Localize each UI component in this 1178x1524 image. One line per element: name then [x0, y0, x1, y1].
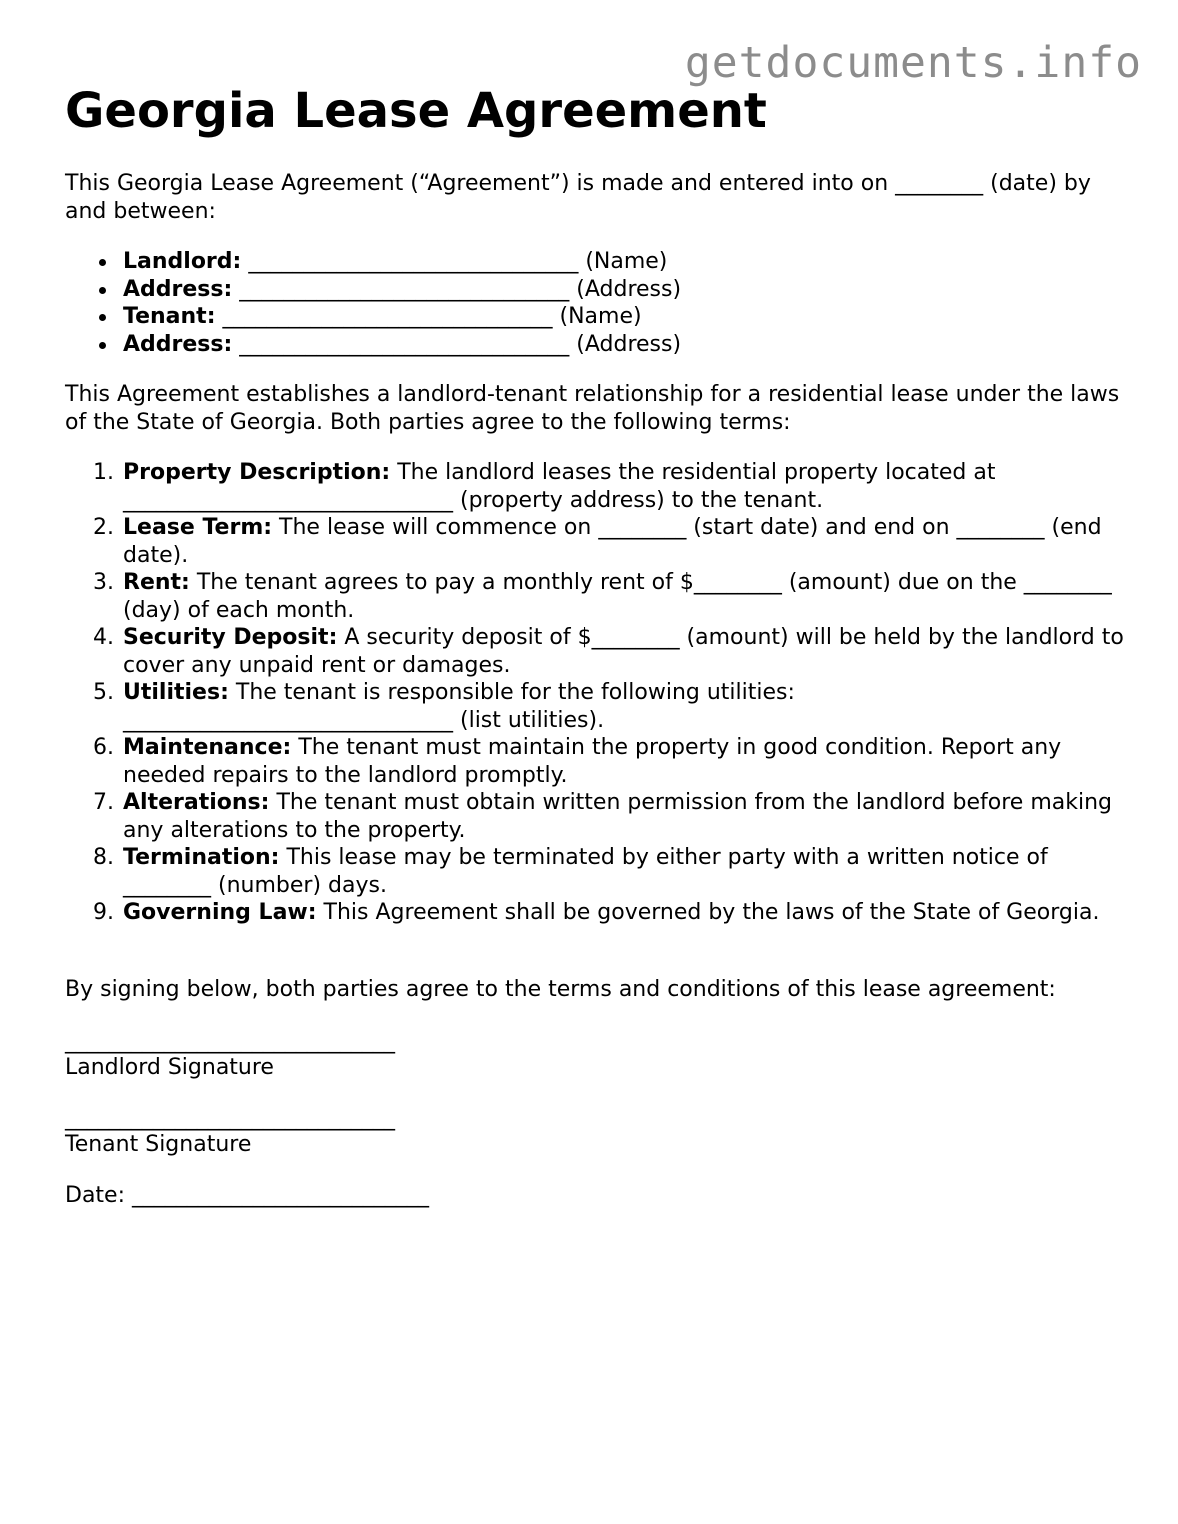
party-item-landlord — [65, 248, 1125, 276]
term-item-utilities — [65, 679, 1125, 734]
relationship-paragraph: This Agreement establishes a landlord-tenant relationship for a residential lease under the laws of the State of Georgia. Both parties agree to the following terms: — [65, 382, 1120, 435]
party-value: ______________________________ (Name) — [222, 304, 642, 329]
landlord-signature-line: ______________________________ — [65, 1029, 395, 1054]
party-label: Address: — [123, 331, 233, 357]
term-title: Maintenance: — [123, 735, 292, 760]
term-text: The tenant agrees to pay a monthly rent of $________ (amount) due on the ________ (day) of each month. — [123, 570, 1112, 623]
term-number: 8. — [93, 845, 114, 870]
landlord-signature-label: Landlord Signature — [65, 1055, 274, 1080]
term-title: Termination: — [123, 845, 280, 870]
term-number: 6. — [93, 735, 114, 760]
party-item-landlord-address — [65, 276, 1125, 304]
tenant-signature-line: ______________________________ — [65, 1106, 395, 1131]
term-text: This lease may be terminated by either party with a written notice of ________ (number) days. — [123, 845, 1048, 898]
term-title: Rent: — [123, 570, 190, 595]
term-title: Utilities: — [123, 680, 229, 705]
date-line: ___________________________ — [132, 1183, 429, 1208]
party-label: Address: — [123, 276, 233, 302]
term-number: 2. — [93, 515, 114, 540]
party-value: ______________________________ (Name) — [248, 249, 668, 274]
party-item-tenant-address — [65, 331, 1125, 359]
party-item-tenant — [65, 303, 1125, 331]
intro-paragraph: This Georgia Lease Agreement (“Agreement”) is made and entered into on ________ (date) by and between: — [65, 171, 1091, 224]
term-title: Alterations: — [123, 790, 270, 815]
term-item-termination — [65, 844, 1125, 899]
term-text: This Agreement shall be governed by the laws of the State of Georgia. — [323, 900, 1100, 925]
term-number: 5. — [93, 680, 114, 705]
term-number: 1. — [93, 460, 114, 485]
terms-list — [65, 459, 1125, 927]
party-value: ______________________________ (Address) — [239, 331, 682, 357]
term-item-governing-law — [65, 899, 1125, 927]
watermark: getdocuments.info — [684, 38, 1142, 88]
party-label: Tenant: — [123, 304, 216, 329]
term-title: Property Description: — [123, 460, 391, 485]
parties-list — [65, 248, 1125, 358]
document-title: Georgia Lease Agreement — [65, 83, 767, 139]
term-number: 9. — [93, 900, 114, 925]
date-field — [65, 1182, 429, 1210]
term-item-property-description — [65, 459, 1125, 514]
term-text: The tenant must maintain the property in good condition. Report any needed repairs to the landlord promptly. — [123, 735, 1062, 788]
term-item-security-deposit — [65, 624, 1125, 679]
term-text: The tenant must obtain written permission from the landlord before making any alterations to the property. — [123, 790, 1112, 843]
term-title: Governing Law: — [123, 900, 317, 925]
term-text: The landlord leases the residential property located at ______________________________ (property address) to the tenant. — [123, 460, 996, 513]
term-item-lease-term — [65, 514, 1125, 569]
party-value: ______________________________ (Address) — [239, 276, 682, 302]
term-item-alterations — [65, 789, 1125, 844]
term-number: 3. — [93, 570, 114, 595]
term-number: 4. — [93, 625, 114, 650]
term-item-rent — [65, 569, 1125, 624]
party-label: Landlord: — [123, 249, 242, 274]
closing-statement: By signing below, both parties agree to the terms and conditions of this lease agreement: — [65, 977, 1056, 1002]
term-number: 7. — [93, 790, 114, 815]
term-title: Lease Term: — [123, 515, 273, 540]
date-label: Date: — [65, 1183, 125, 1208]
term-item-maintenance — [65, 734, 1125, 789]
term-text: A security deposit of $________ (amount) will be held by the landlord to cover any unpaid rent or damages. — [123, 625, 1124, 678]
term-text: The lease will commence on ________ (start date) and end on ________ (end date). — [123, 515, 1102, 568]
tenant-signature-label: Tenant Signature — [65, 1132, 252, 1157]
term-title: Security Deposit: — [123, 625, 338, 650]
term-text: The tenant is responsible for the following utilities: ______________________________ (list utilities). — [123, 680, 795, 733]
